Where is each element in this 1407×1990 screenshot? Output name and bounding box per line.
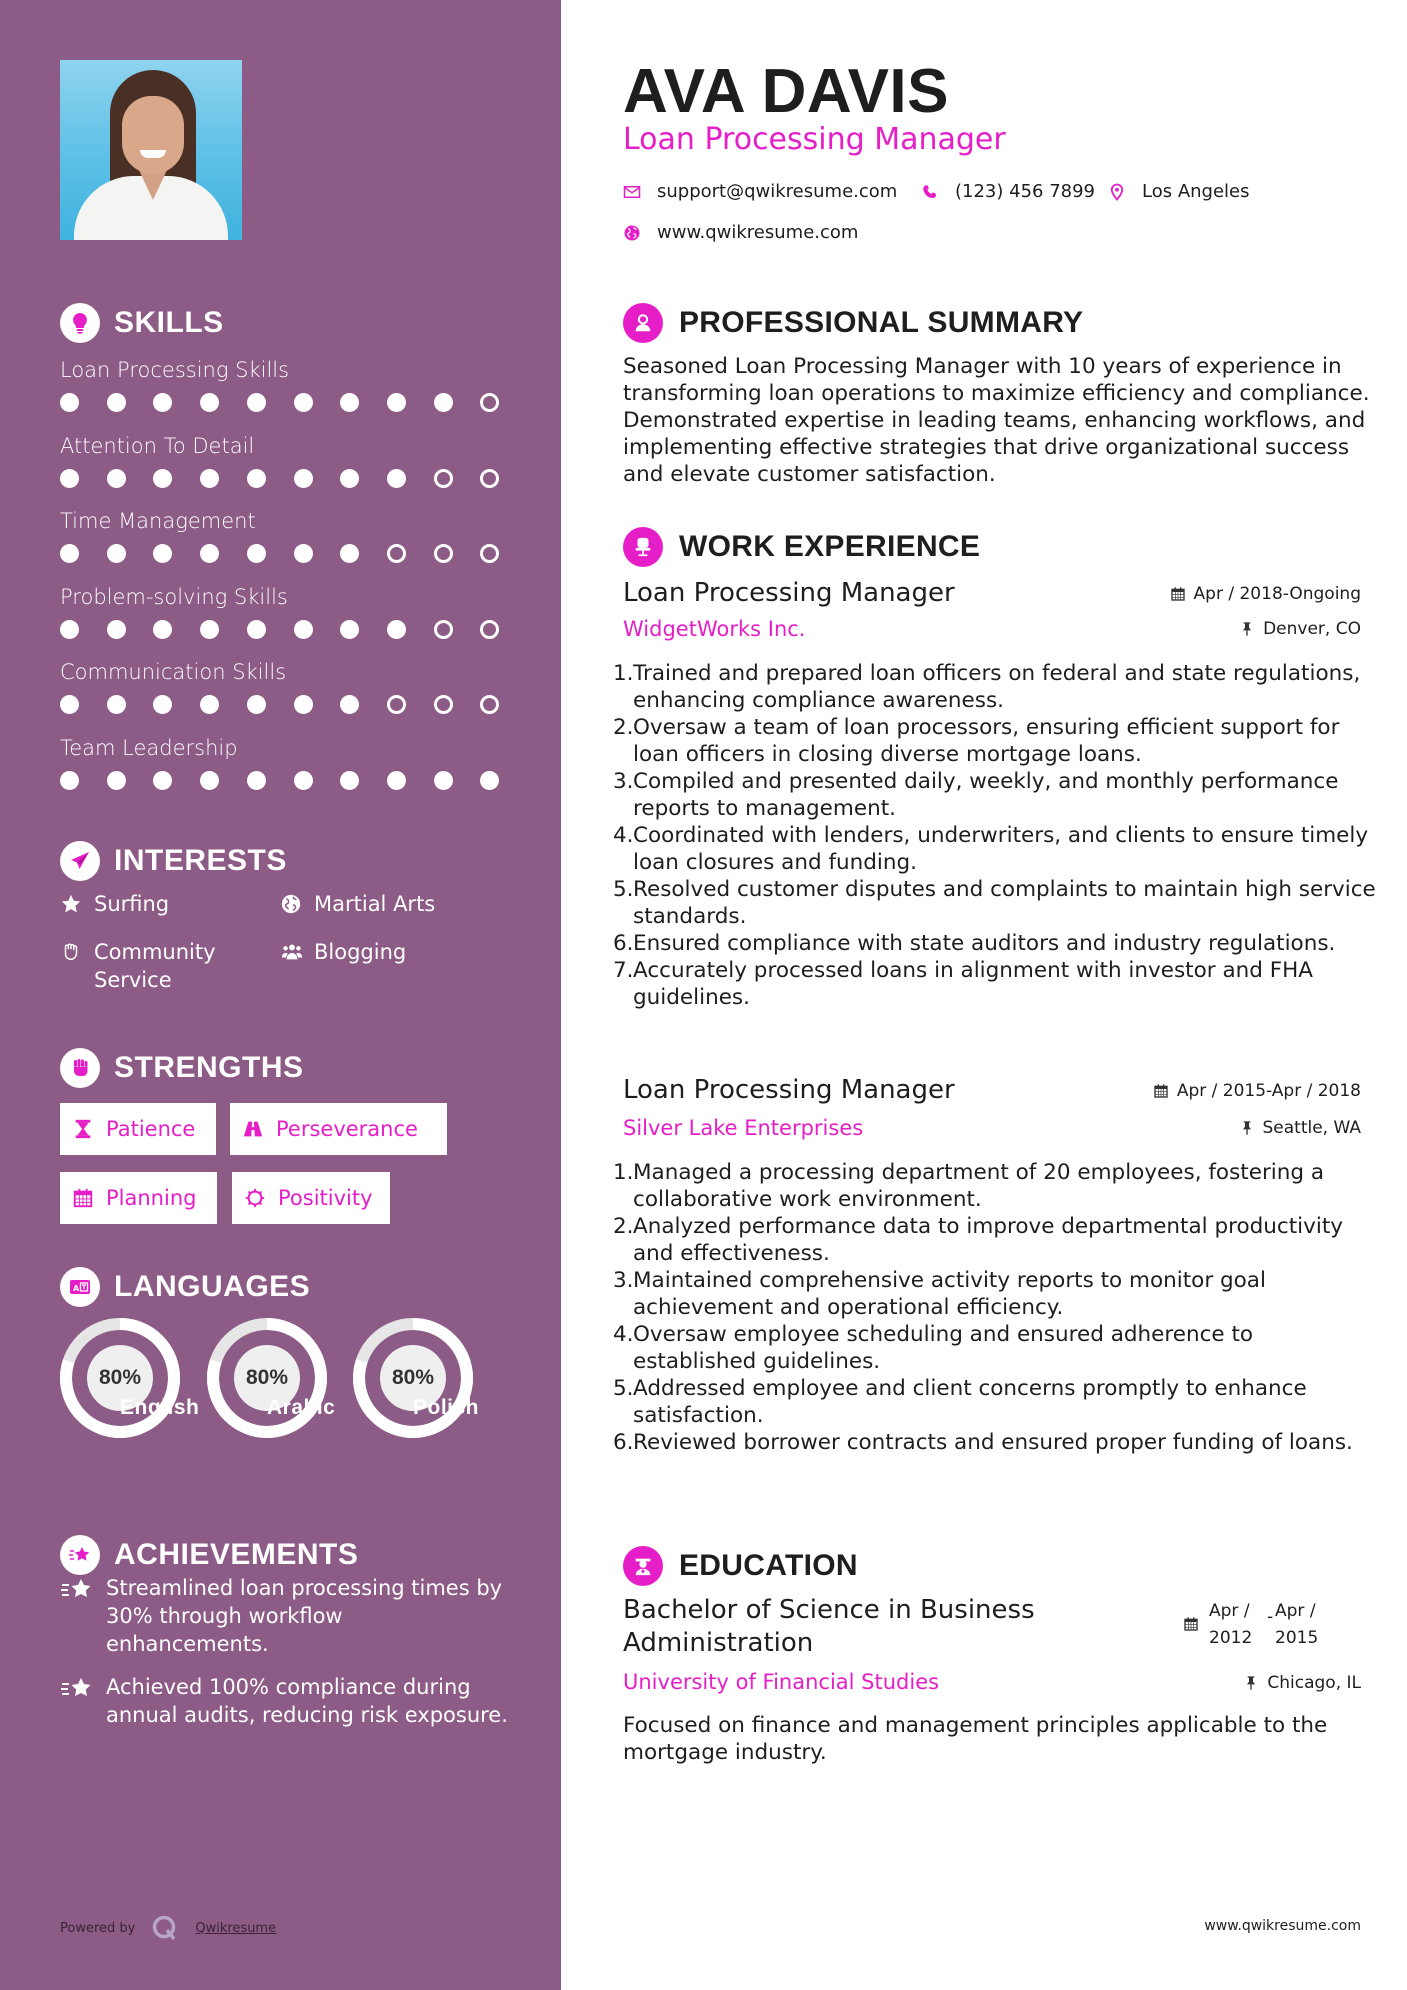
- bullet-item: [613, 768, 1383, 822]
- profile-photo: [60, 60, 242, 240]
- fist-icon: [60, 1048, 100, 1088]
- language-percent: 80%: [98, 1366, 142, 1389]
- bullet-number: 5.: [613, 1376, 634, 1401]
- rating-dot-filled: [60, 620, 79, 639]
- skill-rating: [60, 393, 510, 413]
- calendar-icon: [1170, 586, 1186, 602]
- language-name: English: [120, 1396, 200, 1419]
- road-icon: [242, 1118, 264, 1140]
- rating-dot-filled: [107, 620, 126, 639]
- phone-icon: [921, 183, 939, 201]
- job-title: Loan Processing Manager: [623, 1075, 955, 1105]
- education-description: Focused on finance and management principles applicable to the mortgage industry.: [623, 1713, 1328, 1765]
- shooting-star-icon: [60, 1576, 94, 1604]
- strength-badge: Positivity: [232, 1172, 390, 1224]
- education-dates: Apr / 2012 - Apr / 2015: [1183, 1598, 1333, 1652]
- users-icon: [280, 938, 306, 966]
- job-company: WidgetWorks Inc.: [623, 617, 806, 641]
- skill-rating: [60, 620, 510, 640]
- sidebar: [0, 0, 561, 1990]
- skill-rating: [60, 695, 510, 715]
- language-icon: [60, 1267, 100, 1307]
- paper-plane-icon: [60, 841, 100, 881]
- bullet-text: Oversaw employee scheduling and ensured adherence to established guidelines.: [633, 1322, 1254, 1374]
- rating-dot-filled: [107, 469, 126, 488]
- hand-icon: [60, 938, 86, 966]
- strength-badge: Planning: [60, 1172, 217, 1224]
- globe-icon: [623, 224, 641, 242]
- rating-dot-filled: [107, 393, 126, 412]
- rating-dot-filled: [153, 544, 172, 563]
- skill-label: Time Management: [60, 509, 256, 533]
- bullet-item: [613, 660, 1383, 714]
- rating-dot-filled: [434, 771, 453, 790]
- pushpin-icon: [1243, 1675, 1259, 1691]
- bullet-number: 3.: [613, 1268, 634, 1293]
- bullet-number: 3.: [613, 769, 634, 794]
- rating-dot-filled: [294, 393, 313, 412]
- qwikresume-link[interactable]: Qwikresume: [195, 1920, 277, 1936]
- education-end: Apr / 2015: [1275, 1601, 1319, 1648]
- interest-item: Community Service: [60, 938, 244, 994]
- rating-dot-empty: [434, 544, 453, 563]
- rating-dot-filled: [153, 393, 172, 412]
- rating-dot-filled: [247, 469, 266, 488]
- job-title: Loan Processing Manager: [623, 578, 955, 608]
- rating-dot-filled: [60, 469, 79, 488]
- skill-label: Loan Processing Skills: [60, 358, 290, 382]
- rating-dot-filled: [387, 620, 406, 639]
- rating-dot-empty: [434, 469, 453, 488]
- rating-dot-filled: [294, 620, 313, 639]
- rating-dot-empty: [480, 620, 499, 639]
- star-icon: [60, 890, 86, 918]
- bullet-text: Ensured compliance with state auditors and industry regulations.: [633, 931, 1336, 956]
- rating-dot-empty: [387, 695, 406, 714]
- pushpin-icon: [1239, 1120, 1255, 1136]
- main-content: [561, 0, 1407, 1990]
- bullet-number: 1.: [613, 661, 634, 686]
- shooting-star-icon: [60, 1535, 100, 1575]
- powered-by: Powered by Qwikresume: [60, 1914, 276, 1942]
- job-dates: Apr / 2015-Apr / 2018: [1153, 1081, 1361, 1101]
- degree: Bachelor of Science in Business Administration: [623, 1595, 1035, 1658]
- skill-label: Team Leadership: [60, 736, 238, 760]
- skill-label: Attention To Detail: [60, 434, 255, 458]
- rating-dot-filled: [60, 771, 79, 790]
- interest-item: Blogging: [280, 938, 406, 966]
- bullet-text: Addressed employee and client concerns promptly to enhance satisfaction.: [633, 1376, 1307, 1428]
- contact-website[interactable]: www.qwikresume.com: [623, 222, 858, 243]
- shooting-star-icon: [60, 1675, 94, 1703]
- rating-dot-filled: [340, 620, 359, 639]
- skill-rating: [60, 469, 510, 489]
- rating-dot-filled: [153, 620, 172, 639]
- footer-website[interactable]: www.qwikresume.com: [1204, 1918, 1361, 1934]
- bullet-text: Coordinated with lenders, underwriters, and clients to ensure timely loan closures and funding.: [633, 823, 1369, 875]
- job-bullets: [613, 660, 1383, 1011]
- school: University of Financial Studies: [623, 1670, 940, 1694]
- summary-heading: PROFESSIONAL SUMMARY: [623, 302, 1083, 344]
- envelope-icon: [623, 183, 641, 201]
- bullet-item: [613, 714, 1383, 768]
- rating-dot-filled: [153, 469, 172, 488]
- bullet-text: Maintained comprehensive activity reports to monitor goal achievement and operational efficiency.: [633, 1268, 1266, 1320]
- language-name: Arabic: [267, 1396, 336, 1419]
- rating-dot-filled: [340, 695, 359, 714]
- bullet-text: Reviewed borrower contracts and ensured proper funding of loans.: [633, 1430, 1353, 1455]
- rating-dot-filled: [153, 771, 172, 790]
- language-item: [58, 1316, 200, 1440]
- language-percent: 80%: [245, 1366, 289, 1389]
- strength-badge: Patience: [60, 1103, 216, 1155]
- languages-heading: A LANGUAGES: [60, 1267, 310, 1307]
- skill-label: Problem-solving Skills: [60, 585, 288, 609]
- bullet-item: [613, 822, 1383, 876]
- rating-dot-filled: [200, 544, 219, 563]
- rating-dot-filled: [247, 771, 266, 790]
- bullet-number: 6.: [613, 931, 634, 956]
- rating-dot-filled: [247, 544, 266, 563]
- rating-dot-filled: [200, 393, 219, 412]
- calendar-icon: [1153, 1083, 1169, 1099]
- rating-dot-filled: [340, 393, 359, 412]
- language-progress-ring: [351, 1316, 475, 1440]
- bullet-item: [613, 1213, 1383, 1267]
- bullet-number: 6.: [613, 1430, 634, 1455]
- skill-rating: [60, 544, 510, 564]
- summary-text: Seasoned Loan Processing Manager with 10 years of experience in transforming loan operations to maximize efficiency and compliance. Demonstrated expertise in leading teams, enhancing workflows, and implementing effective strategies that drive organizational success and elevate customer satisfaction.: [623, 354, 1370, 487]
- candidate-title: Loan Processing Manager: [623, 122, 1006, 157]
- job-dates: Apr / 2018-Ongoing: [1170, 584, 1361, 604]
- rating-dot-empty: [480, 544, 499, 563]
- rating-dot-empty: [434, 695, 453, 714]
- language-progress-ring: [205, 1316, 329, 1440]
- language-item: [351, 1316, 480, 1440]
- rating-dot-filled: [480, 771, 499, 790]
- job-company: Silver Lake Enterprises: [623, 1116, 864, 1140]
- rating-dot-filled: [387, 469, 406, 488]
- bullet-text: Accurately processed loans in alignment with investor and FHA guidelines.: [633, 958, 1313, 1010]
- rating-dot-filled: [340, 544, 359, 563]
- rating-dot-filled: [107, 544, 126, 563]
- rating-dot-filled: [294, 695, 313, 714]
- rating-dot-filled: [153, 695, 172, 714]
- hourglass-icon: [72, 1118, 94, 1140]
- bullet-number: 2.: [613, 1214, 634, 1239]
- interest-item: Surfing: [60, 890, 169, 918]
- achievements-heading: ACHIEVEMENTS: [60, 1535, 358, 1575]
- rating-dot-empty: [480, 393, 499, 412]
- rating-dot-filled: [247, 695, 266, 714]
- rating-dot-filled: [60, 393, 79, 412]
- bullet-text: Compiled and presented daily, weekly, and monthly performance reports to management.: [633, 769, 1339, 821]
- rating-dot-filled: [200, 620, 219, 639]
- interests-heading: INTERESTS: [60, 841, 287, 881]
- user-icon: [623, 303, 663, 343]
- experience-heading: WORK EXPERIENCE: [623, 526, 980, 568]
- rating-dot-filled: [434, 393, 453, 412]
- education-location: Chicago, IL: [1243, 1673, 1361, 1693]
- rating-dot-filled: [340, 771, 359, 790]
- rating-dot-filled: [107, 695, 126, 714]
- globe-icon: [280, 890, 306, 918]
- candidate-name: AVA DAVIS: [623, 57, 950, 126]
- qwikresume-logo-icon: [151, 1914, 179, 1942]
- language-item: [205, 1316, 336, 1440]
- rating-dot-filled: [247, 393, 266, 412]
- contact-email[interactable]: support@qwikresume.com: [623, 181, 897, 202]
- rating-dot-filled: [200, 771, 219, 790]
- rating-dot-empty: [387, 544, 406, 563]
- achievement-item: Achieved 100% compliance during annual audits, reducing risk exposure.: [60, 1673, 510, 1729]
- contact-phone[interactable]: (123) 456 7899: [921, 181, 1095, 202]
- office-chair-icon: [623, 527, 663, 567]
- bullet-text: Oversaw a team of loan processors, ensuring efficient support for loan officers in closing diverse mortgage loans.: [633, 715, 1340, 767]
- rating-dot-filled: [294, 469, 313, 488]
- bullet-item: [613, 1375, 1383, 1429]
- bullet-number: 5.: [613, 877, 634, 902]
- job-location: Denver, CO: [1239, 619, 1361, 639]
- rating-dot-filled: [294, 771, 313, 790]
- bullet-number: 2.: [613, 715, 634, 740]
- bullet-item: [613, 957, 1383, 1011]
- rating-dot-filled: [387, 771, 406, 790]
- bullet-number: 4.: [613, 1322, 634, 1347]
- bullet-text: Resolved customer disputes and complaints to maintain high service standards.: [633, 877, 1376, 929]
- bullet-item: [613, 1159, 1383, 1213]
- job-location: Seattle, WA: [1239, 1118, 1362, 1138]
- svg-text:A: A: [73, 1284, 80, 1293]
- rating-dot-filled: [200, 469, 219, 488]
- rating-dot-filled: [107, 771, 126, 790]
- bullet-text: Trained and prepared loan officers on federal and state regulations, enhancing compliance awareness.: [633, 661, 1361, 713]
- bullet-item: [613, 930, 1383, 957]
- rating-dot-filled: [340, 469, 359, 488]
- job-bullets: [613, 1159, 1383, 1456]
- strength-badge: Perseverance: [230, 1103, 447, 1155]
- bullet-item: [613, 1429, 1383, 1456]
- rating-dot-filled: [387, 393, 406, 412]
- lightbulb-icon: [60, 303, 100, 343]
- bullet-item: [613, 1321, 1383, 1375]
- bullet-item: [613, 1267, 1383, 1321]
- rating-dot-empty: [480, 695, 499, 714]
- skill-label: Communication Skills: [60, 660, 287, 684]
- rating-dot-filled: [294, 544, 313, 563]
- bullet-item: [613, 876, 1383, 930]
- rating-dot-empty: [480, 469, 499, 488]
- interest-item: Martial Arts: [280, 890, 435, 918]
- rating-dot-empty: [434, 620, 453, 639]
- calendar-icon: [1183, 1616, 1199, 1632]
- bullet-number: 1.: [613, 1160, 634, 1185]
- sun-icon: [244, 1187, 266, 1209]
- pushpin-icon: [1239, 621, 1255, 637]
- bullet-text: Analyzed performance data to improve departmental productivity and effectiveness.: [633, 1214, 1343, 1266]
- graduate-icon: [623, 1546, 663, 1586]
- map-pin-icon: [1108, 183, 1126, 201]
- language-percent: 80%: [391, 1366, 435, 1389]
- language-progress-ring: [58, 1316, 182, 1440]
- achievement-item: Streamlined loan processing times by 30% through workflow enhancements.: [60, 1574, 510, 1658]
- contact-location: Los Angeles: [1108, 181, 1250, 202]
- calendar-icon: [72, 1187, 94, 1209]
- strengths-heading: STRENGTHS: [60, 1048, 304, 1088]
- language-name: Polish: [413, 1396, 480, 1419]
- education-start: Apr / 2012: [1209, 1601, 1253, 1648]
- education-heading: EDUCATION: [623, 1545, 858, 1587]
- skills-heading: SKILLS: [60, 303, 224, 343]
- bullet-number: 4.: [613, 823, 634, 848]
- rating-dot-filled: [60, 695, 79, 714]
- bullet-text: Managed a processing department of 20 employees, fostering a collaborative work environment.: [633, 1160, 1325, 1212]
- rating-dot-filled: [60, 544, 79, 563]
- rating-dot-filled: [247, 620, 266, 639]
- rating-dot-filled: [200, 695, 219, 714]
- skill-rating: [60, 771, 510, 791]
- bullet-number: 7.: [613, 958, 634, 983]
